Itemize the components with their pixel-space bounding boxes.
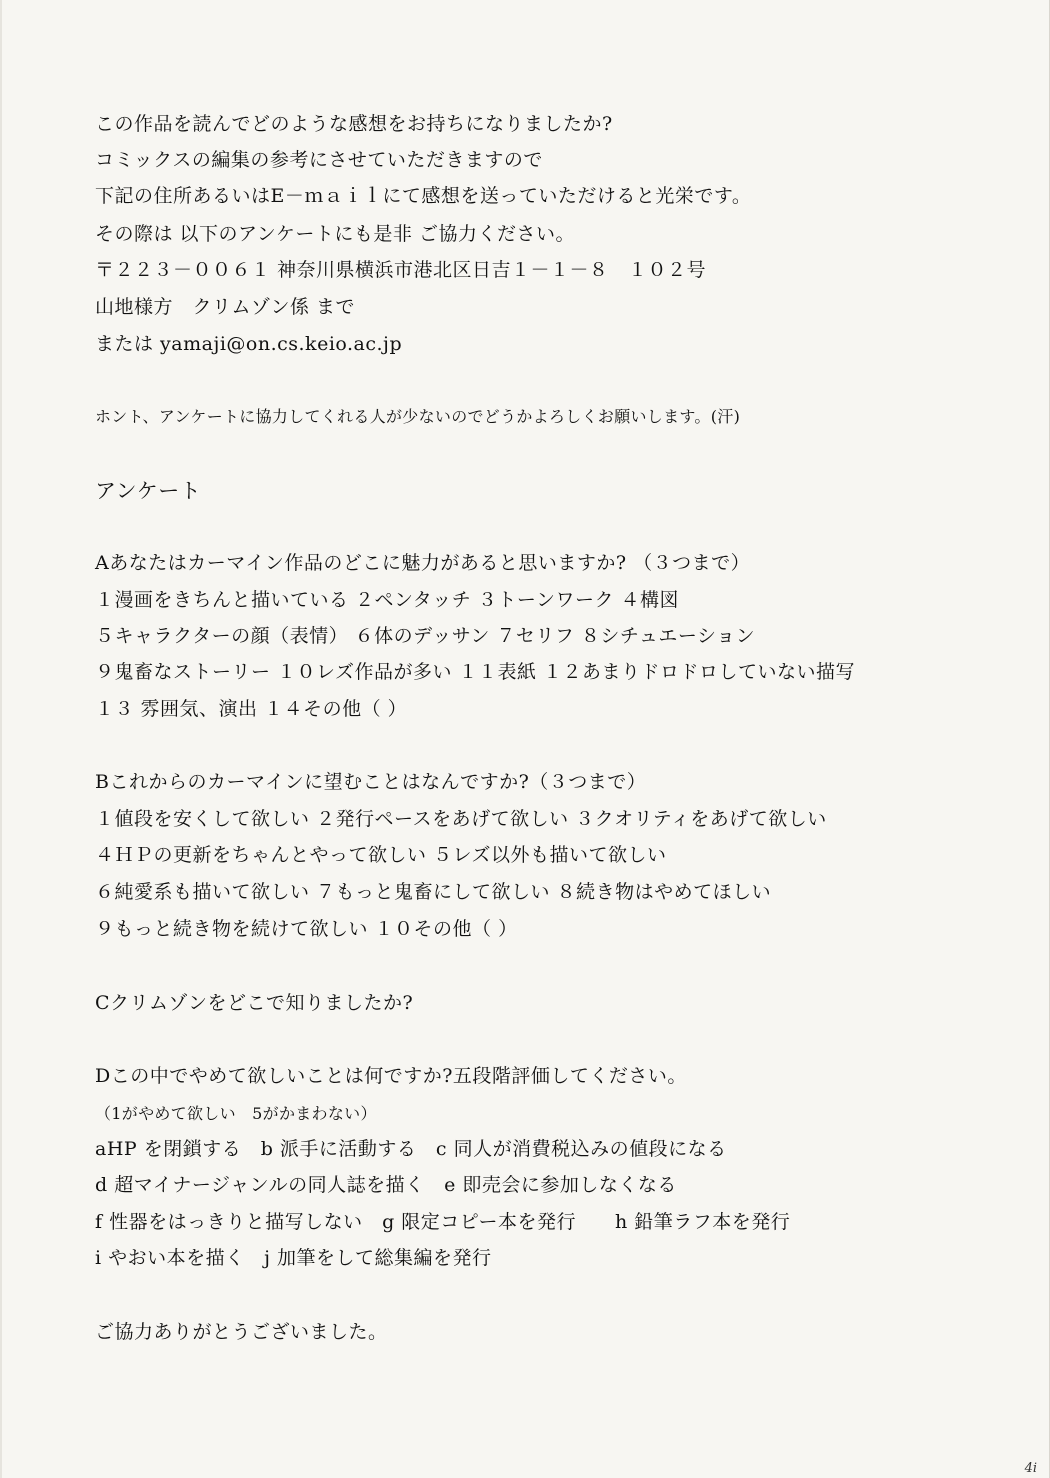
question-a-options-4: １３ 雰囲気、演出 １４その他（ ）	[95, 698, 408, 720]
recipient-line: 山地様方 クリムゾン係 まで	[95, 296, 356, 318]
email-line: または yamaji@on.cs.keio.ac.jp	[95, 333, 403, 355]
question-d-scale: （1がやめて欲しい 5がかまわない）	[95, 1104, 377, 1123]
question-a-options-3: ９鬼畜なストーリー １０レズ作品が多い １１表紙 １２あまりドロドロしていない描写	[95, 661, 856, 683]
survey-title: アンケート	[95, 479, 202, 503]
question-a: Aあなたはカーマイン作品のどこに魅力があると思いますか? （３つまで）	[95, 552, 751, 574]
closing-thanks: ご協力ありがとうございました。	[95, 1321, 388, 1343]
intro-line-1: この作品を読んでどのような感想をお持ちになりましたか?	[95, 113, 613, 135]
intro-line-4: その際は 以下のアンケートにも是非 ご協力ください。	[95, 223, 575, 245]
postal-address: 〒２２３－００６１ 神奈川県横浜市港北区日吉１－１－８ １０２号	[95, 259, 707, 281]
question-d-options-4: i やおい本を描く j 加筆をして総集編を発行	[95, 1247, 492, 1269]
question-d: Dこの中でやめて欲しいことは何ですか?五段階評価してください。	[95, 1065, 687, 1087]
page-number: 4i	[1024, 1461, 1037, 1476]
question-c: Cクリムゾンをどこで知りましたか?	[95, 992, 414, 1014]
question-a-options-1: １漫画をきちんと描いている ２ペンタッチ ３トーンワーク ４構図	[95, 589, 679, 611]
question-d-options-3: f 性器をはっきりと描写しない g 限定コピー本を発行 h 鉛筆ラフ本を発行	[95, 1211, 791, 1233]
intro-line-2: コミックスの編集の参考にさせていただきますので	[95, 149, 543, 171]
question-b-options-3: ６純愛系も描いて欲しい ７もっと鬼畜にして欲しい ８続き物はやめてほしい	[95, 881, 772, 903]
request-note: ホント、アンケートに協力してくれる人が少ないのでどうかよろしくお願いします。(汗)	[95, 407, 741, 426]
question-d-options-1: aHP を閉鎖する b 派手に活動する c 同人が消費税込みの値段になる	[95, 1138, 727, 1160]
intro-line-3: 下記の住所あるいはE－ｍａｉｌにて感想を送っていただけると光栄です。	[95, 185, 752, 207]
question-b-options-4: ９もっと続き物を続けて欲しい １０その他（ ）	[95, 918, 518, 940]
question-a-options-2: ５キャラクターの顔（表情） ６体のデッサン ７セリフ ８シチュエーション	[95, 625, 756, 647]
question-b-options-1: １値段を安くして欲しい ２発行ペースをあげて欲しい ３クオリティをあげて欲しい	[95, 808, 827, 830]
question-b-options-2: ４ＨＰの更新をちゃんとやって欲しい ５レズ以外も描いて欲しい	[95, 844, 667, 866]
question-b: Bこれからのカーマインに望むことはなんですか?（３つまで）	[95, 771, 647, 793]
question-d-options-2: d 超マイナージャンルの同人誌を描く e 即売会に参加しなくなる	[95, 1174, 677, 1196]
